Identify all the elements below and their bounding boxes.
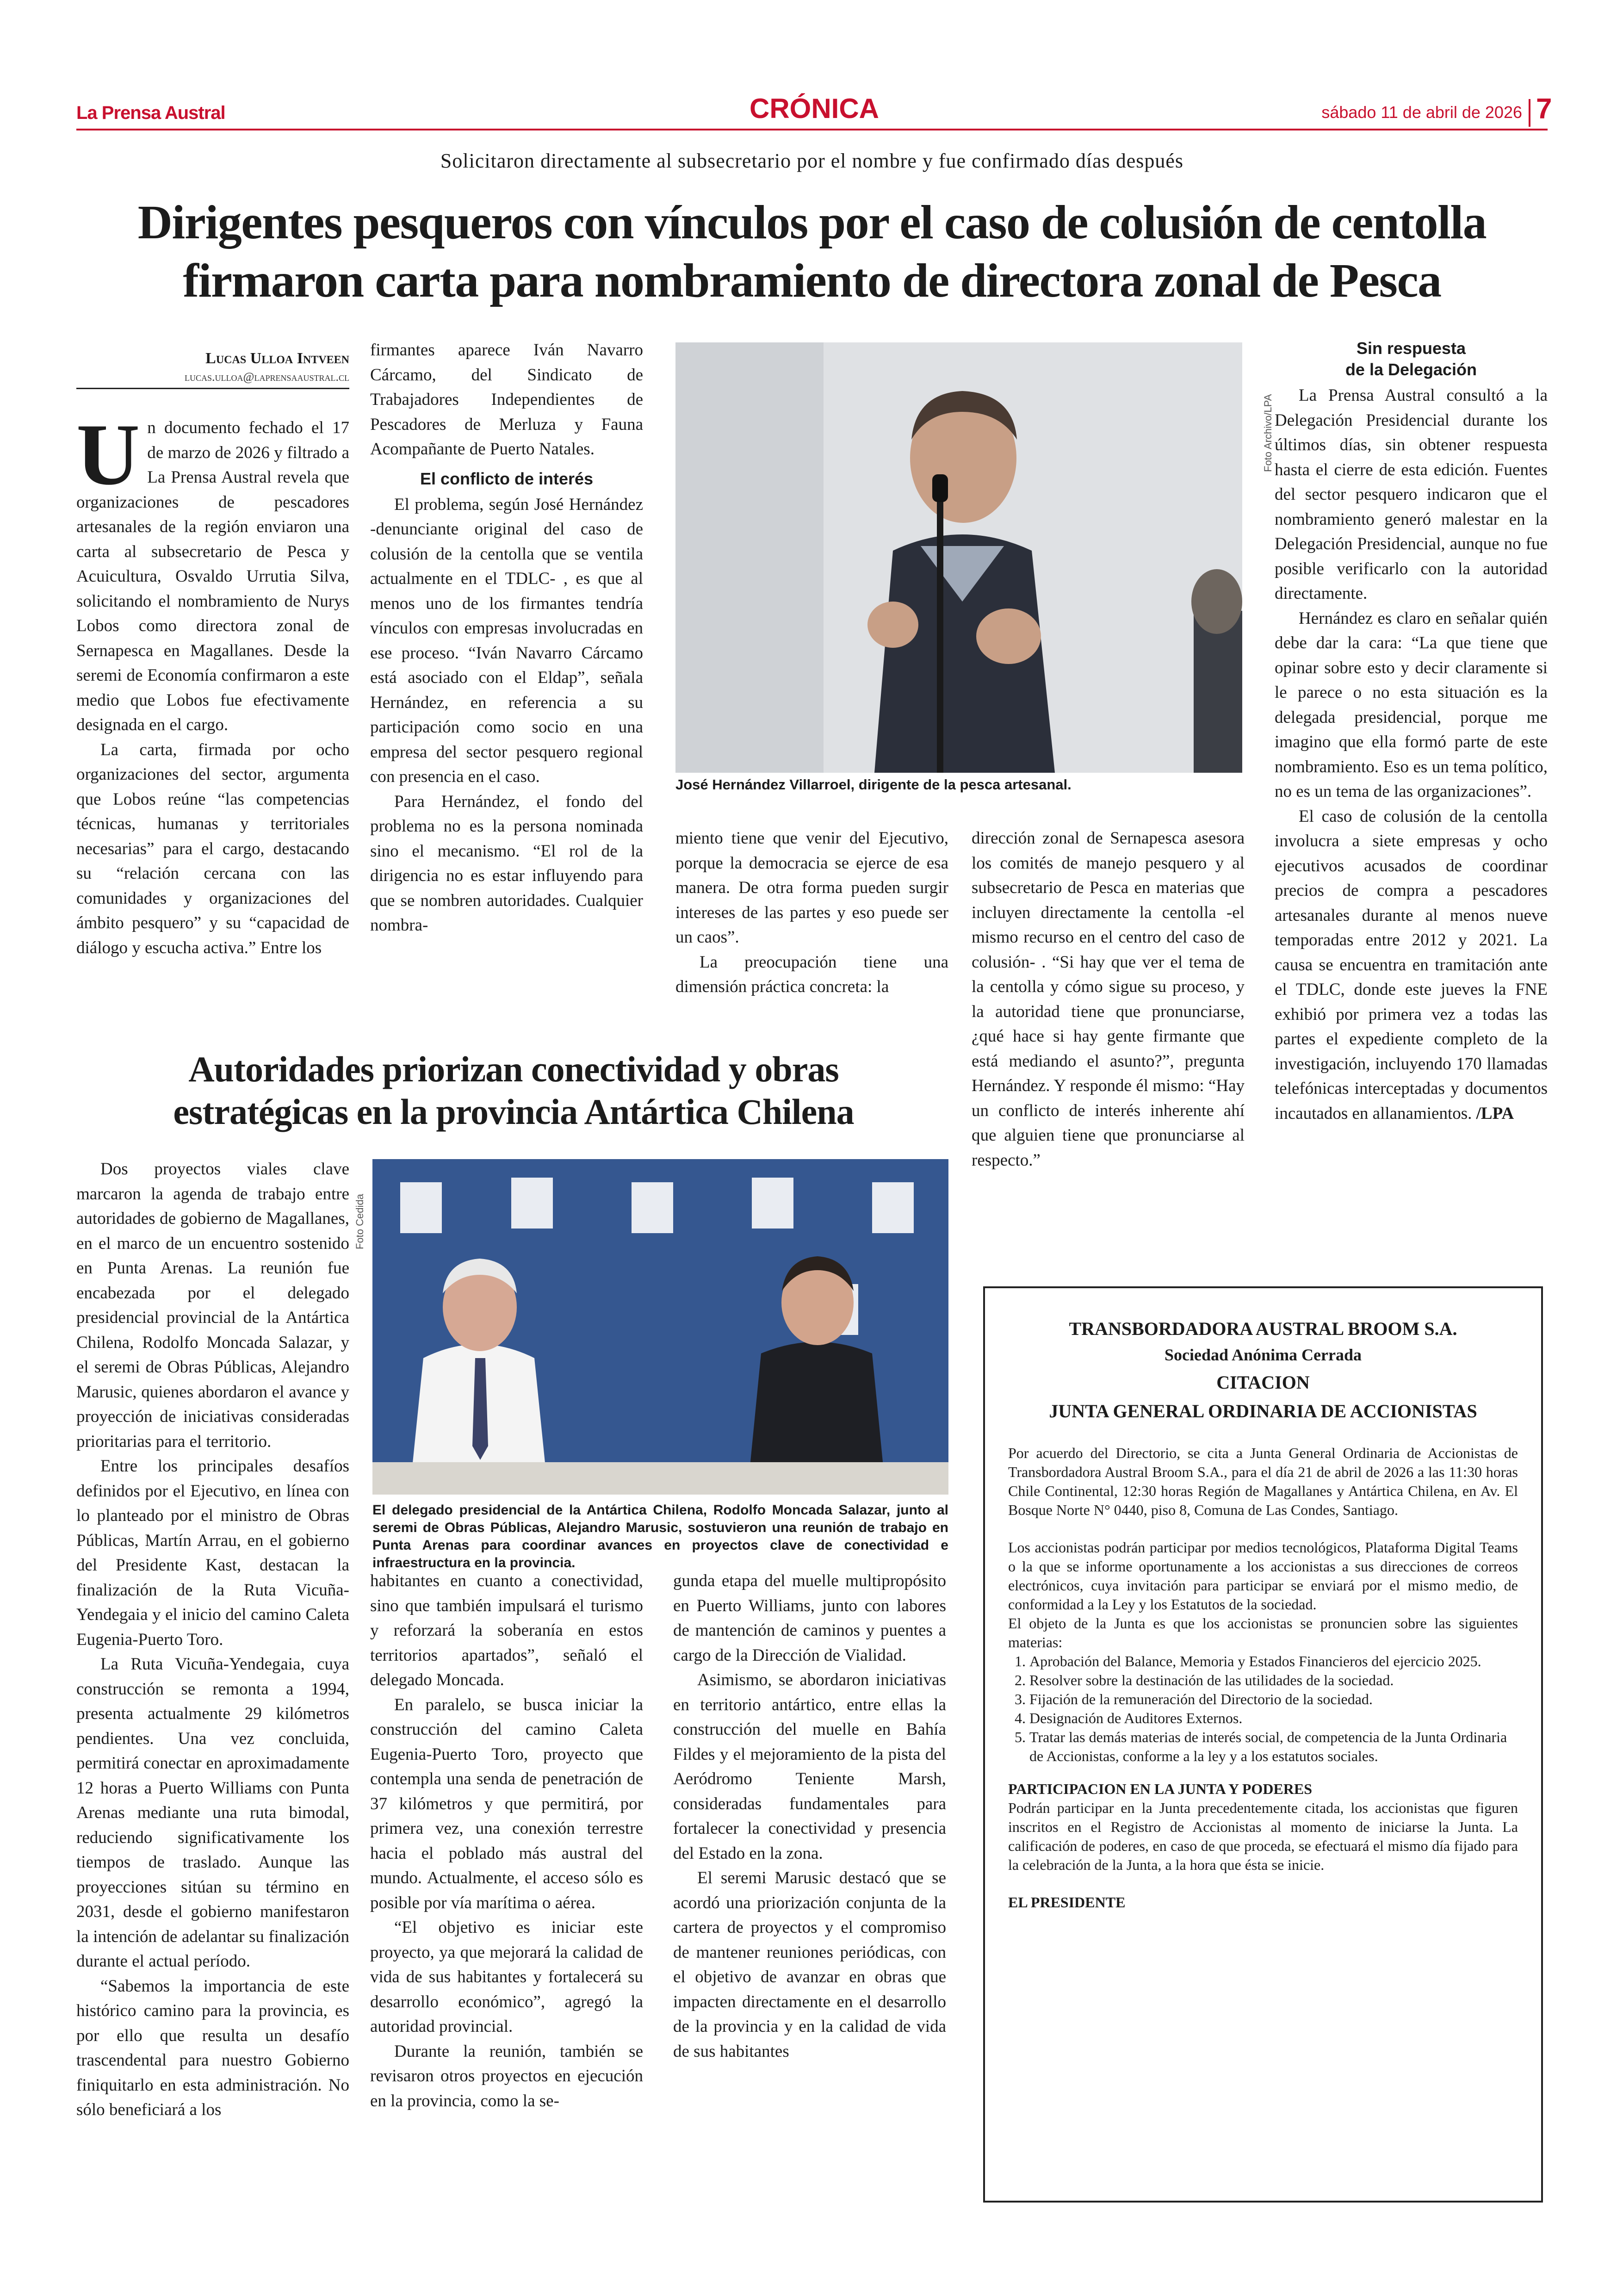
notice-agenda-item: 3. Fijación de la remuneración del Directorio de la sociedad. [1029, 1690, 1518, 1709]
header-divider-vertical [1529, 99, 1530, 127]
article2-headline-line1: Autoridades priorizan conectividad y obras [188, 1049, 839, 1089]
article1-kicker: Solicitaron directamente al subsecretario por el nombre y fue confirmado días después [440, 149, 1184, 172]
subheading-sin-respuesta [1275, 338, 1548, 380]
notice-paragraph-2: Los accionistas podrán participar por medios tecnológicos, Plataforma Digital Teams o la que se informe oportunamente a los accionistas a sus direcciones de correos electrónicos, cuya invitación para participar se enviará por el mismo medio, de conformidad a la Ley y los Estatutos de la sociedad. [1008, 1539, 1518, 1613]
photo-jose-hernandez [675, 342, 1242, 773]
paragraph-text: El caso de colusión de la centolla involucra a siete empresas y ocho ejecutivos acusados de coordinar precios de compra a pescadores artesanales durante al menos nueve temporadas entre 2012 y 2021. La causa se encuentra en tramitación ante el TDLC, donde este jueves la FNE exhibió por primera vez a todas las partes el expediente completo de la investigación, incluyendo 170 llamadas telefónicas interceptadas y documentos incautados en allanamientos. [1275, 807, 1548, 1123]
paragraph: Dos proyectos viales clave marcaron la agenda de trabajo entre autoridades de gobierno de Magallanes, en el marco de un encuentro sostenido en Punta Arenas. La reunión fue encabezada por el delegado presidencial provincial de la Antártica Chilena, Rodolfo Moncada Salazar, y el seremi de Obras Públicas, Alejandro Marusic, quienes abordaron el avance y proyección de iniciativas consideradas prioritarias para el territorio. [76, 1160, 349, 1451]
article1-column-2 [370, 338, 643, 1027]
article1-column-5 [1275, 338, 1548, 1247]
byline-author: Lucas Ulloa Intveen [205, 350, 349, 367]
article1-headline [65, 193, 1559, 310]
paragraph: La Ruta Vicuña-Yendegaia, cuya construcción se remonta a 1994, presenta actualmente 29 kilómetros pendientes. Una vez concluida, permitirá conectar en aproximadamente 12 horas a Puerto Williams con Punta Arenas mediante una ruta bimodal, reduciendo significativamente los tiempos de traslado. Aunque las proyecciones sitúan su término en 2031, desde el gobierno manifestaron la intención de adelantar su finalización durante el actual período. [76, 1655, 349, 1971]
paragraph: “Sabemos la importancia de este histórico camino para la provincia, es por ello que resulta un desafío trascendental para nuestro Gobierno finiquitarlo en esta administración. No sólo beneficiará a los [76, 1976, 349, 2119]
article1-headline-line2: firmaron carta para nombramiento de directora zonal de Pesca [183, 254, 1441, 307]
dropcap: U [76, 416, 140, 503]
subheading-conflicto: El conflicto de interés [420, 469, 594, 488]
article2-column-1 [76, 1157, 349, 2205]
paragraph: Para Hernández, el fondo del problema no es la persona nominada sino el mecanismo. “El rol de la dirigencia no es estar influyendo para que se nombren autoridades. Cualquier nombra- [370, 792, 643, 935]
photo-moncada-marusic [372, 1159, 948, 1495]
photo-caption-meeting: El delegado presidencial de la Antártica Chilena, Rodolfo Moncada Salazar, junto al seremi de Obras Públicas, Alejandro Marusic, sostuvieron una reunión de trabajo en Punta Arenas para coordinar avances en proyectos clave de conectividad e infraestructura en la provincia. [372, 1502, 948, 1570]
byline-email: lucas.ulloa@laprensaaustral.cl [185, 370, 349, 384]
notice-subtitle: JUNTA GENERAL ORDINARIA DE ACCIONISTAS [1049, 1401, 1477, 1421]
paragraph: Asimismo, se abordaron iniciativas en territorio antártico, entre ellas la construcción del muelle en Bahía Fildes y el mejoramiento de la pista del Aeródromo Teniente Marsh, consideradas fundamentales para fortalecer la conectividad y presencia del Estado en la zona. [673, 1670, 946, 1863]
notice-agenda-item: 4. Designación de Auditores Externos. [1029, 1709, 1518, 1728]
paragraph: La carta, firmada por ocho organizaciones del sector, argumenta que Lobos reúne “las competencias técnicas, humanas y territoriales necesarias” para el cargo, destacando su “relación cercana con las comunidades y organizaciones del ámbito pesquero” y su “capacidad de diálogo y escucha activa.” Entre los [76, 740, 349, 957]
article2-headline-line2: estratégicas en la provincia Antártica Chilena [173, 1092, 854, 1132]
article2-column-3 [673, 1569, 946, 2205]
paragraph: firmantes aparece Iván Navarro Cárcamo, del Sindicato de Trabajadores Independientes de Pescadores de Merluza y Fauna Acompañante de Puerto Natales. [370, 341, 643, 459]
paragraph: El seremi Marusic destacó que se acordó una priorización conjunta de la cartera de proyectos y el compromiso de mantener reuniones periódicas, con el objetivo de avanzar en obras que impacten directamente en el desarrollo de la provincia y en la calidad de vida de sus habitantes [673, 1868, 946, 2061]
notice-company: TRANSBORDADORA AUSTRAL BROOM S.A. [1069, 1318, 1457, 1339]
paragraph: miento tiene que venir del Ejecutivo, porque la democracia se ejerce de esa manera. De otra forma pueden surgir intereses de las partes y eso puede ser un caos”. [675, 829, 948, 947]
masthead-paper-name: La Prensa Austral [76, 103, 225, 123]
photo-credit-archivo: Foto Archivo/LPA [1262, 394, 1274, 472]
paragraph: Durante la reunión, también se revisaron otros proyectos en ejecución en la provincia, como la se- [370, 2042, 643, 2110]
byline-rule [76, 388, 349, 389]
notice-paragraph-3: El objeto de la Junta es que los accionistas se pronuncien sobre las siguientes materias: [1008, 1615, 1518, 1651]
notice-agenda-list [1008, 1652, 1518, 1766]
meeting-illustration [372, 1159, 948, 1495]
notice-agenda-item: 1. Aprobación del Balance, Memoria y Estados Financieros del ejercicio 2025. [1029, 1652, 1518, 1671]
paragraph: gunda etapa del muelle multipropósito en Puerto Williams, junto con labores de mantención de caminos y puentes a cargo de la Dirección de Vialidad. [673, 1571, 946, 1665]
photo-caption-hernandez: José Hernández Villarroel, dirigente de la pesca artesanal. [675, 776, 1072, 793]
article2-headline [76, 1048, 951, 1133]
article1-column-1 [76, 416, 349, 1027]
article1-headline-line1: Dirigentes pesqueros con vínculos por el caso de colusión de centolla [137, 196, 1487, 249]
photo-credit-cedida: Foto Cedida [354, 1194, 365, 1249]
article1-column-4 [972, 826, 1245, 1247]
notice-signature: EL PRESIDENTE [1008, 1894, 1126, 1911]
paragraph: El problema, según José Hernández -denunciante original del caso de colusión de la centolla que se ventila actualmente en el TDLC- , es que al menos uno de los firmantes tendría vínculos con empresas involucradas en ese proceso. “Iván Navarro Cárcamo está asociado con el Eldap”, señala Hernández, en referencia a su participación como socio en una empresa del sector pesquero regional con presencia en el caso. [370, 495, 643, 786]
subheading-line1: Sin respuesta [1356, 339, 1466, 358]
issue-date: sábado 11 de abril de 2026 [1321, 103, 1522, 122]
notice-paragraph-1: Por acuerdo del Directorio, se cita a Junta General Ordinaria de Accionistas de Transbordadora Austral Broom S.A., para el día 21 de abril de 2026 a las 11:30 horas Chile Continental, 12:30 horas Región de Magallanes y Antártica Chilena, en Av. El Bosque Norte N° 0440, piso 8, Comuna de Las Condes, Santiago. [1008, 1445, 1518, 1518]
notice-title: CITACION [1216, 1372, 1310, 1393]
paragraph: En paralelo, se busca iniciar la construcción del camino Caleta Eugenia-Puerto Toro, proyecto que contempla una senda de penetración de 37 kilómetros y que permitirá, por primera vez, una conexión terrestre hacia el poblado más austral del mundo. Actualmente, el acceso sólo es posible por vía marítima o aérea. [370, 1695, 643, 1912]
article2-column-2 [370, 1569, 643, 2205]
notice-agenda-item: 2. Resolver sobre la destinación de las utilidades de la sociedad. [1029, 1671, 1518, 1690]
signature-lpa: /LPA [1476, 1104, 1514, 1123]
paragraph: La Prensa Austral consultó a la Delegación Presidencial durante los últimos días, sin obtener respuesta hasta el cierre de esta edición. Fuentes del sector pesquero indicaron que el nombramiento generó malestar en la Delegación Presidencial, aunque no fue posible verificarlo con la autoridad directamente. [1275, 386, 1548, 603]
paragraph [1275, 804, 1548, 1126]
subheading-line2: de la Delegación [1345, 360, 1477, 379]
page-number: 7 [1536, 93, 1552, 125]
paragraph: Hernández es claro en señalar quién debe dar la cara: “La que tiene que opinar sobre esto y decir claramente si le parece o no esta situación es la delegada presidencial, porque me imagino que ella formó parte de este nombramiento. Eso es un tema político, no es un tema de las organizaciones”. [1275, 608, 1548, 801]
header-rule [76, 129, 1548, 130]
paragraph: dirección zonal de Sernapesca asesora los comités de manejo pesquero y al subsecretario de Pesca en materias que incluyen directamente la centolla -el mismo recurso en el centro del caso de colusión- . “Si hay que ver el tema de la centolla y cómo sigue su proceso, y la autoridad tiene que pronunciarse, ¿qué hace si hay gente firmante que está mediando el asunto?”, pregunta Hernández. Y responde él mismo: “Hay un conflicto de interés inherente ahí que alguien tiene que pronunciarse al respecto.” [972, 829, 1245, 1170]
paragraph: La preocupación tiene una dimensión práctica concreta: la [675, 952, 948, 996]
paragraph: n documento fechado el 17 de marzo de 2026 y filtrado a La Prensa Austral revela que organizaciones de pescadores artesanales de la región enviaron una carta al subsecretario de Pesca y Acuicultura, Osvaldo Urrutia Silva, solicitando el nombramiento de Nurys Lobos como directora zonal de Sernapesca en Magallanes. Desde la seremi de Economía confirmaron a este medio que Lobos fue efectivamente designada en el cargo. [76, 418, 349, 734]
legal-notice-box [983, 1286, 1543, 2203]
paragraph: habitantes en cuanto a conectividad, sino que también impulsará el turismo y reforzará la soberanía en estos territorios apartados”, señaló el delegado Moncada. [370, 1571, 643, 1689]
paragraph: “El objetivo es iniciar este proyecto, ya que mejorará la calidad de vida de sus habitantes y fortalecerá su desarrollo económico”, agregó la autoridad provincial. [370, 1918, 643, 2036]
section-label: CRÓNICA [750, 93, 879, 124]
notice-agenda-item: 5. Tratar las demás materias de interés social, de competencia de la Junta Ordinaria de Accionistas, conforme a la ley y a los estatutos sociales. [1029, 1728, 1518, 1766]
article1-column-3 [675, 826, 948, 1025]
paragraph: Entre los principales desafíos definidos por el Ejecutivo, en línea con lo planteado por el ministro de Obras Públicas, Martín Arrau, en el gobierno del Presidente Kast, destacan la finalización de la Ruta Vicuña-Yendegaia y el inicio del camino Caleta Eugenia-Puerto Toro. [76, 1457, 349, 1649]
notice-company-type: Sociedad Anónima Cerrada [1164, 1346, 1362, 1364]
notice-section-title: PARTICIPACION EN LA JUNTA Y PODERES [1008, 1781, 1313, 1797]
speaker-illustration [675, 342, 1242, 773]
notice-paragraph-4: Podrán participar en la Junta precedentemente citada, los accionistas que figuren inscritos en el Registro de Accionistas al momento de iniciarse la Junta. La calificación de poderes, en caso de que proceda, se efectuará el mismo día fijado para la celebración de la Junta, a la hora que ésta se inicie. [1008, 1800, 1518, 1873]
